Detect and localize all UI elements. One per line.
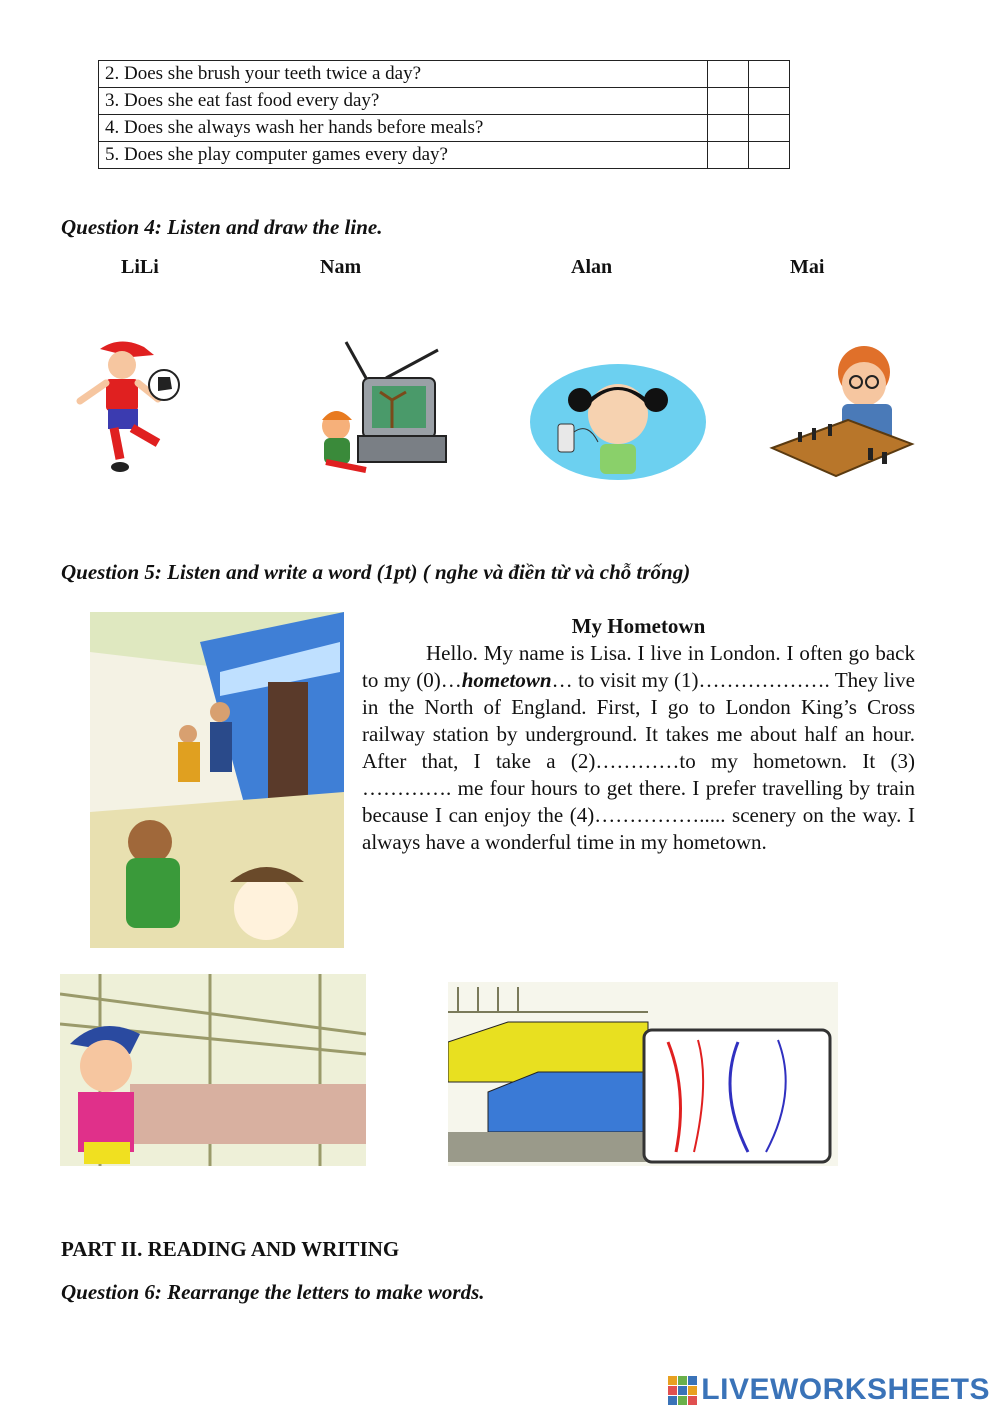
answer-box[interactable] xyxy=(708,142,749,169)
question-5-heading: Question 5: Listen and write a word (1pt) ( nghe và điền từ và chỗ trống) xyxy=(61,560,691,584)
watching-tv-picture xyxy=(308,340,453,480)
answer-box[interactable] xyxy=(708,61,749,88)
story-text xyxy=(362,640,915,856)
football-player-picture xyxy=(62,333,192,483)
story-paragraph xyxy=(362,640,915,856)
table-row xyxy=(99,142,790,169)
crowded-station-picture xyxy=(60,974,366,1166)
logo-icon xyxy=(668,1376,697,1405)
liveworksheets-logo xyxy=(668,1373,990,1407)
answer-box[interactable] xyxy=(749,88,790,115)
trains-map-picture xyxy=(448,982,838,1166)
answer-box[interactable] xyxy=(749,61,790,88)
name-label-mai: Mai xyxy=(790,256,825,278)
answer-box[interactable] xyxy=(708,115,749,142)
train-platform-picture xyxy=(90,612,344,948)
table-row xyxy=(99,61,790,88)
part-2-heading: PART II. READING AND WRITING xyxy=(61,1237,400,1261)
question-table xyxy=(98,60,790,169)
story-text-start: Hello. My name is Lisa. I live in London. I often go back to my (0)… xyxy=(362,641,915,692)
name-label-nam: Nam xyxy=(320,256,362,278)
playing-chess-picture xyxy=(768,336,916,484)
story-text-rest: … to visit my (1)………………. They live in the North of England. First, I go to London King’s Cross railway station by underground. It takes me about half an hour. After that, I take a (2)…………to my hometown. It (3) …………. me four hours to get there. I prefer travelling by train because I can enjoy the (4)……………..... scenery on the way. I always have a wonderful time in my hometown. xyxy=(362,668,916,854)
question-6-heading: Question 6: Rearrange the letters to make words. xyxy=(61,1280,485,1304)
question-cell: 5. Does she play computer games every day? xyxy=(99,142,708,169)
table-row xyxy=(99,115,790,142)
answer-box[interactable] xyxy=(749,115,790,142)
listening-music-picture xyxy=(528,362,708,482)
question-cell: 2. Does she brush your teeth twice a day? xyxy=(99,61,708,88)
question-cell: 3. Does she eat fast food every day? xyxy=(99,88,708,115)
name-label-lili: LiLi xyxy=(121,256,159,278)
question-4-heading: Question 4: Listen and draw the line. xyxy=(61,215,383,239)
table-row xyxy=(99,88,790,115)
story-title: My Hometown xyxy=(571,614,706,638)
example-answer: hometown xyxy=(461,668,552,692)
answer-box[interactable] xyxy=(708,88,749,115)
name-label-alan: Alan xyxy=(571,256,613,278)
answer-box[interactable] xyxy=(749,142,790,169)
brand-name: LIVEWORKSHEETS xyxy=(701,1373,990,1406)
question-cell: 4. Does she always wash her hands before meals? xyxy=(99,115,708,142)
